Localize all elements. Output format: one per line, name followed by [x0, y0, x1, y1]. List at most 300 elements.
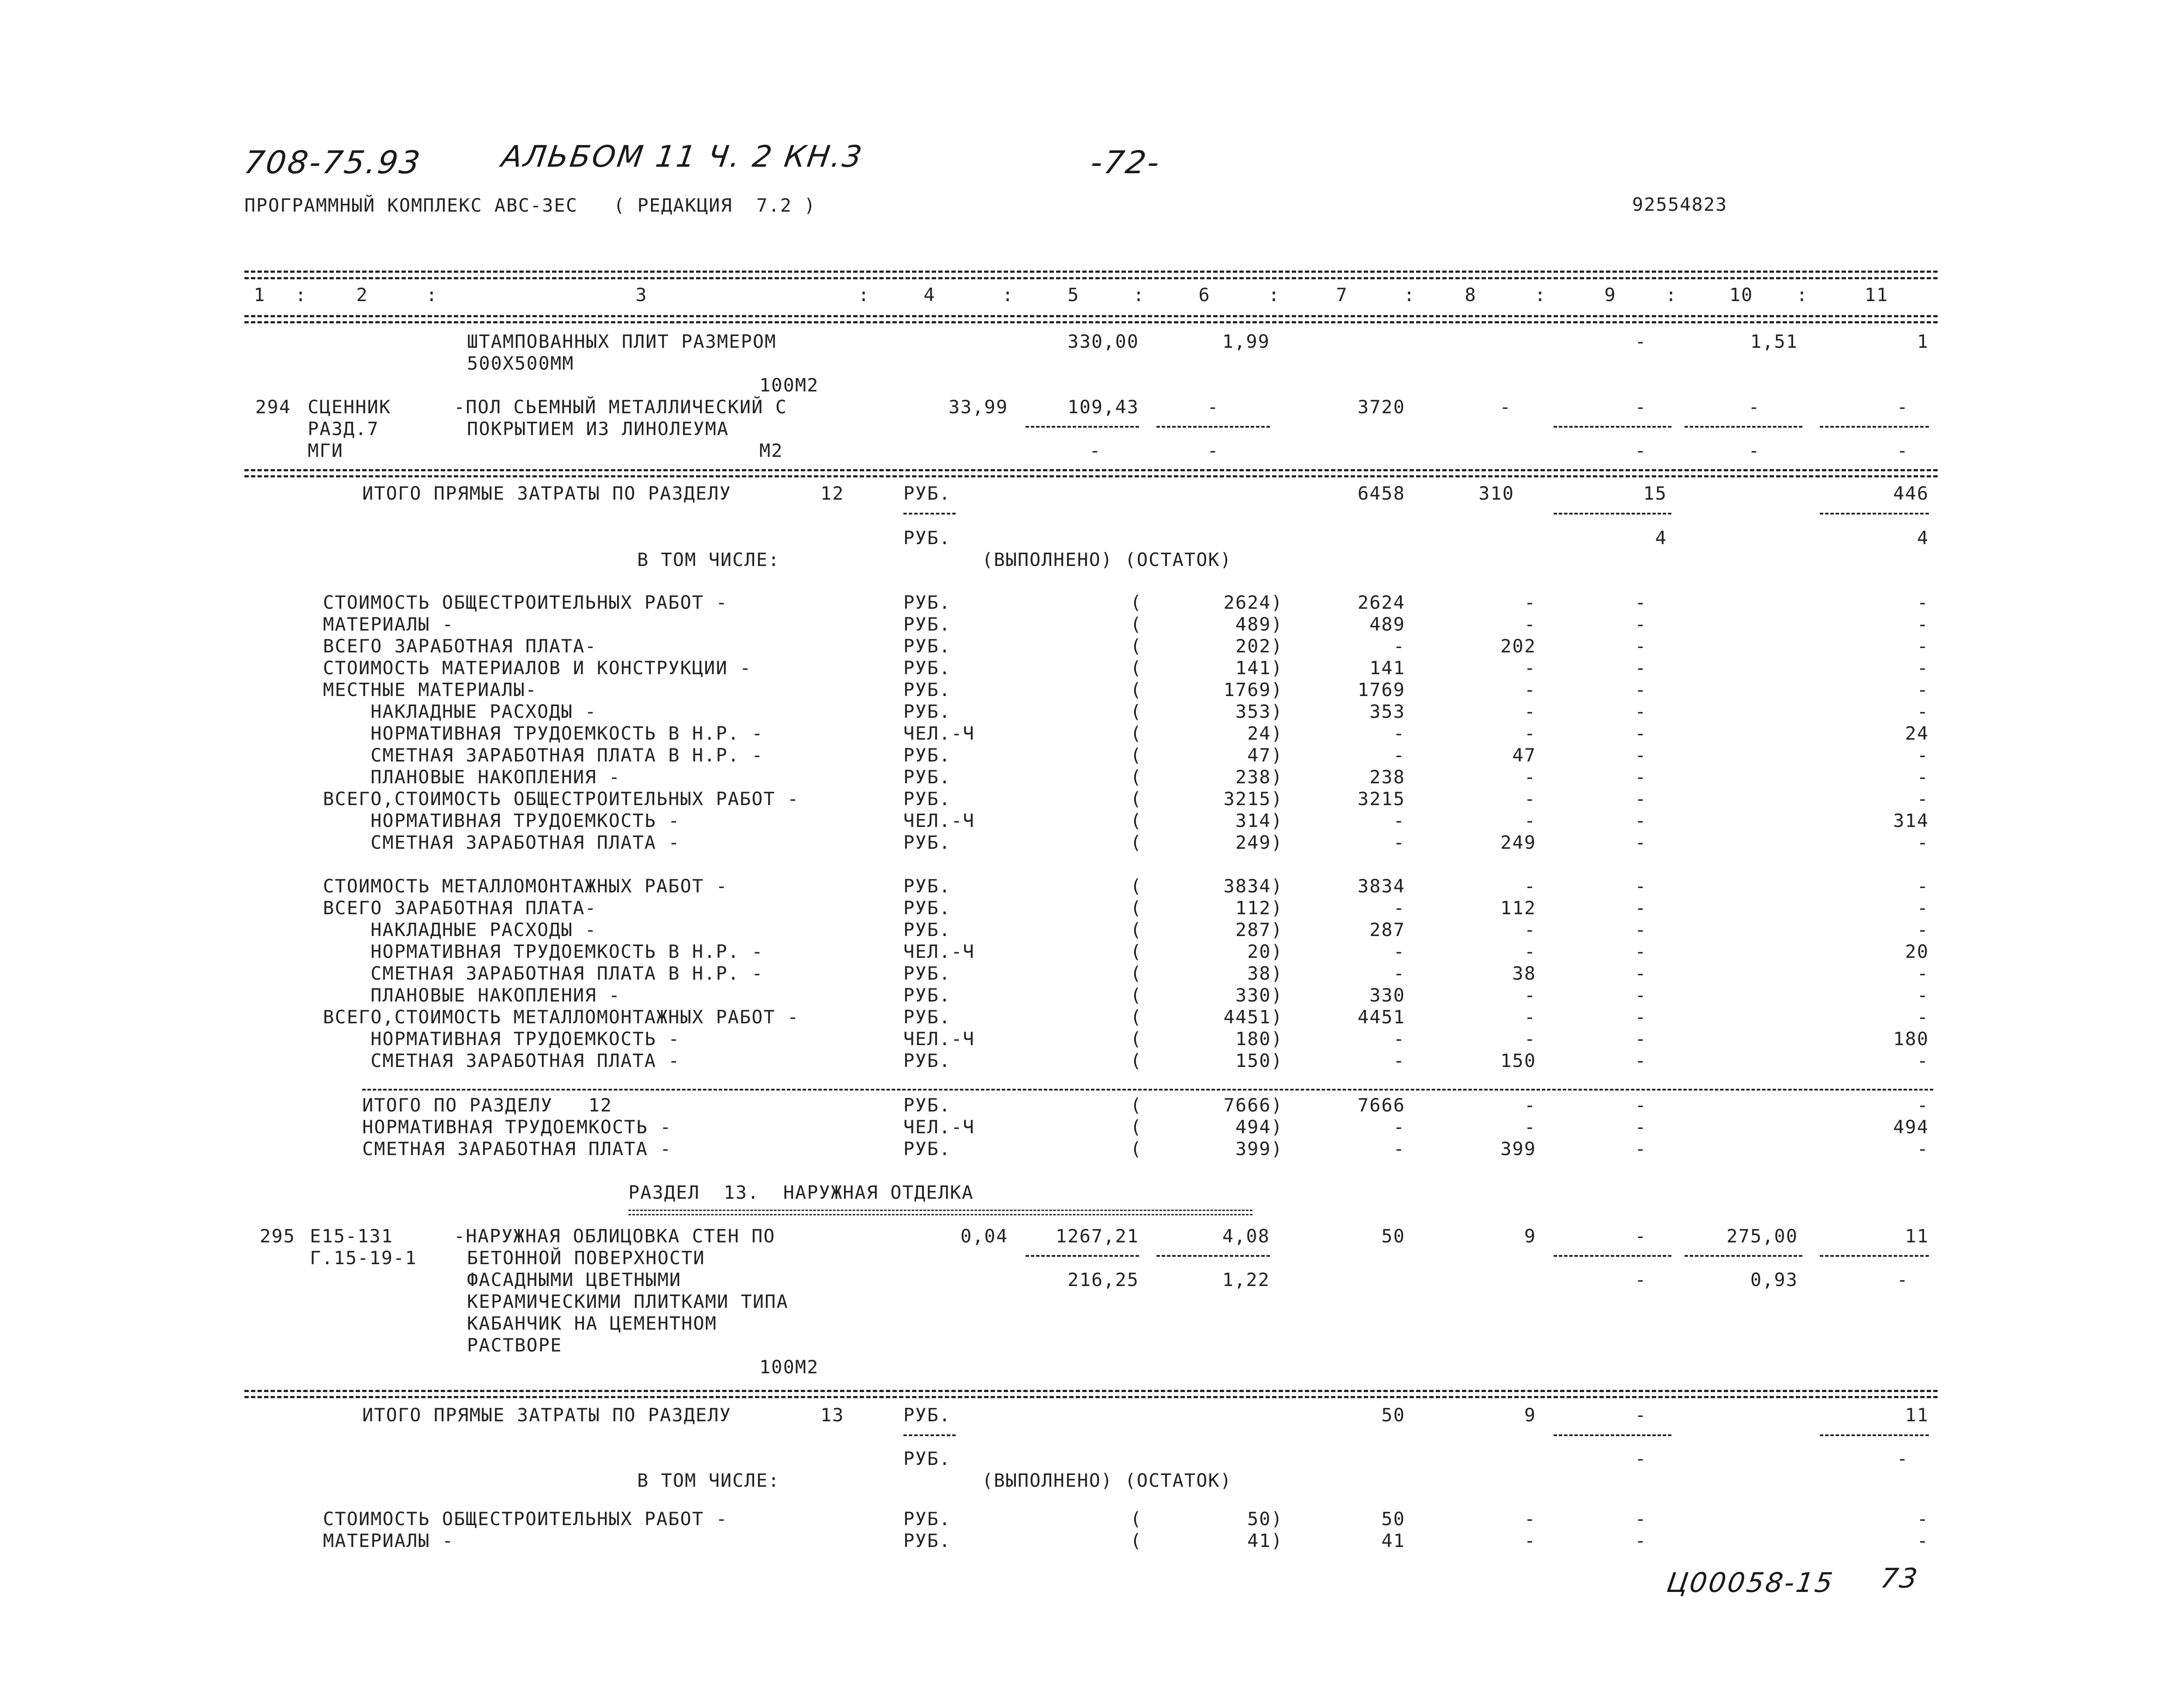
pos294-b-c11: -: [1897, 440, 1909, 461]
column-header-2: 2: [356, 284, 368, 305]
breakdown-c7: 3834: [1357, 875, 1405, 897]
pos294-b-c9: -: [1635, 440, 1647, 461]
breakdown-c8: 47: [1512, 744, 1536, 766]
breakdown-done-value: 314): [1235, 810, 1283, 831]
pos294-desc1: -ПОЛ СЬЕМНЫЙ МЕТАЛЛИЧЕСКИЙ С: [454, 396, 788, 418]
breakdown-done-value: 3834): [1223, 875, 1283, 897]
column-header-1: 1: [254, 284, 266, 305]
column-separator: :: [1403, 284, 1416, 305]
breakdown-c7: 1769: [1357, 679, 1405, 700]
breakdown-c11: -: [1917, 1508, 1929, 1530]
breakdown-label: СМЕТНАЯ ЗАРАБОТНАЯ ПЛАТА -: [362, 1138, 672, 1159]
column-separator: :: [1002, 284, 1014, 305]
s13-total-c7: 50: [1381, 1404, 1405, 1426]
breakdown-done-value: 238): [1235, 766, 1283, 788]
breakdown-c9: -: [1635, 1006, 1647, 1028]
pos294-c11: -: [1897, 396, 1909, 418]
paren-open: (: [1130, 810, 1142, 831]
doc-number: 92554823: [1632, 194, 1728, 215]
breakdown-c9: -: [1635, 941, 1647, 962]
prev-c10: 1,51: [1750, 331, 1798, 352]
breakdown-c7: 41: [1381, 1530, 1405, 1551]
paren-open: (: [1130, 657, 1142, 679]
pos294-unit: М2: [759, 440, 783, 461]
pos294-b-c6: -: [1207, 440, 1219, 461]
s12-incl-label: В ТОМ ЧИСЛЕ:: [637, 549, 780, 570]
breakdown-unit: ЧЕЛ.-Ч: [903, 1028, 975, 1049]
pos295-rule-11: [1820, 1255, 1929, 1257]
column-separator: :: [1268, 284, 1280, 305]
breakdown-c8: -: [1524, 592, 1536, 613]
breakdown-c9: -: [1635, 875, 1647, 897]
breakdown-c11: -: [1917, 984, 1929, 1006]
breakdown-unit: РУБ.: [903, 1138, 951, 1159]
pos295-c6b: 1,22: [1222, 1269, 1270, 1290]
paren-open: (: [1130, 1138, 1142, 1159]
breakdown-c7: 353: [1369, 701, 1405, 722]
pos295-rule-6: [1156, 1255, 1270, 1257]
paren-open: (: [1130, 723, 1142, 744]
breakdown-label: СМЕТНАЯ ЗАРАБОТНАЯ ПЛАТА В Н.Р. -: [323, 963, 764, 984]
breakdown-c7: -: [1393, 832, 1405, 853]
prev-c5: 330,00: [1067, 331, 1139, 352]
s13-title-underline: [628, 1210, 1252, 1211]
breakdown-c9: -: [1635, 919, 1647, 940]
breakdown-c11: -: [1917, 875, 1929, 897]
paren-open: (: [1130, 984, 1142, 1006]
breakdown-c7: 2624: [1357, 592, 1405, 613]
s12-rule-c9: [1554, 513, 1671, 514]
breakdown-c9: -: [1635, 1138, 1647, 1159]
breakdown-c8: 202: [1500, 635, 1536, 657]
paren-open: (: [1130, 1116, 1142, 1138]
s12-rule-c11: [1820, 513, 1929, 514]
pos294-sub-rule-6: [1156, 426, 1270, 428]
pos295-desc-line: РАСТВОРЕ: [467, 1334, 563, 1356]
pos294-code2: РАЗД.7: [308, 418, 379, 439]
breakdown-unit: ЧЕЛ.-Ч: [903, 810, 975, 831]
s13-total-c8: 9: [1524, 1404, 1536, 1426]
pos294-c6: -: [1207, 396, 1219, 418]
breakdown-label: ВСЕГО,СТОИМОСТЬ МЕТАЛЛОМОНТАЖНЫХ РАБОТ -: [323, 1006, 799, 1028]
breakdown-c11: -: [1917, 1138, 1929, 1159]
breakdown-unit: РУБ.: [903, 1508, 951, 1530]
handwritten-code: 708-75.93: [242, 144, 424, 181]
pos295-number: 295: [260, 1225, 295, 1247]
s13-done-rest: (ВЫПОЛНЕНО) (ОСТАТОК): [982, 1470, 1232, 1491]
pos294-c7: 3720: [1357, 396, 1405, 418]
paren-open: (: [1130, 1508, 1142, 1530]
breakdown-c8: 38: [1512, 963, 1536, 984]
pos294-sub-rule-10: [1685, 426, 1802, 428]
breakdown-c9: -: [1635, 832, 1647, 853]
pos295-desc-line: ФАСАДНЫМИ ЦВЕТНЫМИ: [467, 1269, 682, 1290]
breakdown-done-value: 50): [1247, 1508, 1283, 1530]
breakdown-c9: -: [1635, 1094, 1647, 1116]
breakdown-c9: -: [1635, 963, 1647, 984]
s13-sub-unit: РУБ.: [903, 1448, 951, 1469]
s12-sub-c11: 4: [1917, 527, 1929, 549]
pos295-unit: 100М2: [759, 1356, 819, 1378]
prev-unit: 100М2: [759, 374, 819, 396]
breakdown-done-value: 353): [1235, 701, 1283, 722]
breakdown-done-value: 249): [1235, 832, 1283, 853]
header-rule-bottom2: [244, 321, 1938, 323]
breakdown-c7: 287: [1369, 919, 1405, 940]
s12-total-unit: РУБ.: [903, 483, 951, 504]
prev-c9: -: [1635, 331, 1647, 352]
pos295-c11b: -: [1897, 1269, 1909, 1290]
breakdown-unit: РУБ.: [903, 1094, 951, 1116]
breakdown-c8: -: [1524, 1028, 1536, 1049]
column-separator: :: [1534, 284, 1547, 305]
prev-c6: 1,99: [1222, 331, 1270, 352]
s12-total-direct-label: ИТОГО ПРЯМЫЕ ЗАТРАТЫ ПО РАЗДЕЛУ: [362, 483, 731, 504]
breakdown-c8: -: [1524, 679, 1536, 700]
breakdown-c7: -: [1393, 810, 1405, 831]
prev-desc-line2: 500Х500ММ: [467, 353, 574, 374]
s12-total-c11: 446: [1893, 483, 1929, 504]
s13-section-no: 13: [820, 1404, 844, 1426]
breakdown-c11: -: [1917, 963, 1929, 984]
breakdown-c8: -: [1524, 1508, 1536, 1530]
column-header-8: 8: [1465, 284, 1477, 305]
paren-open: (: [1130, 614, 1142, 635]
program-title: ПРОГРАММНЫЙ КОМПЛЕКС АВС-3ЕС ( РЕДАКЦИЯ 7.2 ): [244, 195, 816, 216]
s13-total-unit: РУБ.: [903, 1404, 951, 1426]
breakdown-c11: -: [1917, 614, 1929, 635]
pos295-desc-line: КАБАНЧИК НА ЦЕМЕНТНОМ: [467, 1313, 717, 1334]
paren-open: (: [1130, 1094, 1142, 1116]
paren-open: (: [1130, 766, 1142, 788]
breakdown-done-value: 180): [1235, 1028, 1283, 1049]
breakdown-c7: 489: [1369, 614, 1405, 635]
prev-desc-line1: ШТАМПОВАННЫХ ПЛИТ РАЗМЕРОМ: [467, 331, 777, 352]
breakdown-done-value: 20): [1247, 941, 1283, 962]
breakdown-done-value: 494): [1235, 1116, 1283, 1138]
handwritten-stamp-number: Ц00058-15: [1664, 1567, 1836, 1598]
pos294-code3: МГИ: [308, 440, 343, 461]
pos295-c9: -: [1635, 1225, 1647, 1247]
column-separator: :: [1665, 284, 1678, 305]
s12-sub-unit: РУБ.: [903, 527, 951, 549]
pos294-number: 294: [255, 396, 291, 418]
breakdown-c9: -: [1635, 635, 1647, 657]
pos294-sub-rule-5: [1026, 426, 1139, 428]
column-separator: :: [295, 284, 307, 305]
s13-total-direct-label: ИТОГО ПРЯМЫЕ ЗАТРАТЫ ПО РАЗДЕЛУ: [362, 1404, 731, 1426]
breakdown-label: НАКЛАДНЫЕ РАСХОДЫ -: [323, 701, 597, 722]
column-header-10: 10: [1729, 284, 1753, 305]
pos295-c4: 0,04: [960, 1225, 1008, 1247]
header-rule-bottom: [244, 315, 1938, 317]
pos294-code1: СЦЕННИК: [308, 396, 391, 418]
breakdown-c9: -: [1635, 592, 1647, 613]
breakdown-c8: -: [1524, 1094, 1536, 1116]
column-separator: :: [858, 284, 870, 305]
breakdown-label: НАКЛАДНЫЕ РАСХОДЫ -: [323, 919, 597, 940]
breakdown-c11: -: [1917, 766, 1929, 788]
breakdown-label: ИТОГО ПО РАЗДЕЛУ 12: [362, 1094, 613, 1116]
breakdown-done-value: 47): [1247, 744, 1283, 766]
breakdown-unit: РУБ.: [903, 919, 951, 940]
paren-open: (: [1130, 679, 1142, 700]
breakdown-c9: -: [1635, 897, 1647, 919]
breakdown-done-value: 330): [1235, 984, 1283, 1006]
breakdown-c11: 314: [1893, 810, 1929, 831]
pos295-desc-line: БЕТОННОЙ ПОВЕРХНОСТИ: [467, 1247, 705, 1269]
s12-done-rest: (ВЫПОЛНЕНО) (ОСТАТОК): [982, 549, 1232, 570]
breakdown-c9: -: [1635, 1050, 1647, 1071]
pos295-c9b: -: [1635, 1269, 1647, 1290]
column-separator: :: [1133, 284, 1145, 305]
breakdown-unit: РУБ.: [903, 701, 951, 722]
breakdown-c8: 399: [1500, 1138, 1536, 1159]
column-header-11: 11: [1864, 284, 1889, 305]
breakdown-c8: 112: [1500, 897, 1536, 919]
breakdown-c7: -: [1393, 1050, 1405, 1071]
paren-open: (: [1130, 1050, 1142, 1071]
section12-rule: [244, 469, 1938, 471]
paren-open: (: [1130, 1530, 1142, 1551]
breakdown-label: НОРМАТИВНАЯ ТРУДОЕМКОСТЬ -: [323, 810, 680, 831]
breakdown-c11: -: [1917, 919, 1929, 940]
breakdown-c8: -: [1524, 919, 1536, 940]
s12-sub-c9: 4: [1655, 527, 1667, 549]
breakdown-c8: -: [1524, 766, 1536, 788]
breakdown-unit: РУБ.: [903, 744, 951, 766]
breakdown-c7: 50: [1381, 1508, 1405, 1530]
breakdown-c7: -: [1393, 941, 1405, 962]
breakdown-c11: -: [1917, 744, 1929, 766]
breakdown-unit: РУБ.: [903, 1530, 951, 1551]
breakdown-label: МЕСТНЫЕ МАТЕРИАЛЫ-: [323, 679, 538, 700]
s13-title: РАЗДЕЛ 13. НАРУЖНАЯ ОТДЕЛКА: [628, 1182, 974, 1203]
pos295-code1: Е15-131: [310, 1225, 394, 1247]
breakdown-label: ПЛАНОВЫЕ НАКОПЛЕНИЯ -: [323, 984, 621, 1006]
breakdown-c7: 3215: [1357, 788, 1405, 809]
breakdown-label: ВСЕГО,СТОИМОСТЬ ОБЩЕСТРОИТЕЛЬНЫХ РАБОТ -: [323, 788, 799, 809]
breakdown-c9: -: [1635, 1028, 1647, 1049]
paren-open: (: [1130, 788, 1142, 809]
breakdown-c7: -: [1393, 635, 1405, 657]
breakdown-c8: -: [1524, 984, 1536, 1006]
pos294-sub-rule-11: [1820, 426, 1929, 428]
breakdown-unit: ЧЕЛ.-Ч: [903, 723, 975, 744]
breakdown-c8: -: [1524, 941, 1536, 962]
pos294-sub-rule-9: [1554, 426, 1671, 428]
paren-open: (: [1130, 635, 1142, 657]
breakdown-c9: -: [1635, 701, 1647, 722]
breakdown-label: СМЕТНАЯ ЗАРАБОТНАЯ ПЛАТА -: [323, 1050, 680, 1071]
breakdown-c8: 150: [1500, 1050, 1536, 1071]
breakdown-label: МАТЕРИАЛЫ -: [323, 614, 454, 635]
pos295-c5: 1267,21: [1055, 1225, 1139, 1247]
breakdown-c9: -: [1635, 1530, 1647, 1551]
s13-total-c11: 11: [1905, 1404, 1929, 1426]
pos294-b-c5: -: [1089, 440, 1101, 461]
breakdown-c8: -: [1524, 875, 1536, 897]
breakdown-unit: РУБ.: [903, 1050, 951, 1071]
s13-title-underline2: [628, 1214, 1252, 1215]
breakdown-c11: -: [1917, 679, 1929, 700]
header-rule-mid: [244, 277, 1938, 279]
breakdown-c8: -: [1524, 1530, 1536, 1551]
prev-c11: 1: [1917, 331, 1929, 352]
pos294-desc2: ПОКРЫТИЕМ ИЗ ЛИНОЛЕУМА: [467, 418, 729, 439]
breakdown-label: ПЛАНОВЫЕ НАКОПЛЕНИЯ -: [323, 766, 621, 788]
breakdown-c9: -: [1635, 614, 1647, 635]
breakdown-c11: -: [1917, 1050, 1929, 1071]
breakdown-c9: -: [1635, 810, 1647, 831]
breakdown-label: МАТЕРИАЛЫ -: [323, 1530, 454, 1551]
breakdown-unit: РУБ.: [903, 635, 951, 657]
pos294-c10: -: [1748, 396, 1760, 418]
breakdown-done-value: 399): [1235, 1138, 1283, 1159]
paren-open: (: [1130, 744, 1142, 766]
paren-open: (: [1130, 941, 1142, 962]
s12-totals-rule: [362, 1089, 1933, 1091]
paren-open: (: [1130, 1006, 1142, 1028]
breakdown-done-value: 141): [1235, 657, 1283, 679]
breakdown-c11: -: [1917, 1006, 1929, 1028]
breakdown-unit: РУБ.: [903, 963, 951, 984]
s12-total-c7: 6458: [1357, 483, 1405, 504]
section13-rule2: [244, 1396, 1938, 1398]
breakdown-label: СТОИМОСТЬ ОБЩЕСТРОИТЕЛЬНЫХ РАБОТ -: [323, 592, 728, 613]
paren-open: (: [1130, 592, 1142, 613]
breakdown-c9: -: [1635, 788, 1647, 809]
breakdown-label: СМЕТНАЯ ЗАРАБОТНАЯ ПЛАТА В Н.Р. -: [323, 744, 764, 766]
breakdown-label: НОРМАТИВНАЯ ТРУДОЕМКОСТЬ -: [362, 1116, 672, 1138]
pos295-rule-9: [1554, 1255, 1671, 1257]
breakdown-c7: -: [1393, 1116, 1405, 1138]
breakdown-unit: РУБ.: [903, 897, 951, 919]
breakdown-c9: -: [1635, 1508, 1647, 1530]
breakdown-c7: -: [1393, 723, 1405, 744]
breakdown-c9: -: [1635, 723, 1647, 744]
pos295-desc-line: -НАРУЖНАЯ ОБЛИЦОВКА СТЕН ПО: [454, 1225, 775, 1247]
breakdown-c7: 4451: [1357, 1006, 1405, 1028]
breakdown-c11: -: [1917, 701, 1929, 722]
breakdown-unit: РУБ.: [903, 657, 951, 679]
pos294-c4: 33,99: [948, 396, 1008, 418]
breakdown-c8: -: [1524, 723, 1536, 744]
breakdown-done-value: 150): [1235, 1050, 1283, 1071]
breakdown-label: ВСЕГО ЗАРАБОТНАЯ ПЛАТА-: [323, 897, 597, 919]
breakdown-c11: 24: [1905, 723, 1929, 744]
s13-incl-label: В ТОМ ЧИСЛЕ:: [637, 1470, 780, 1491]
paren-open: (: [1130, 875, 1142, 897]
handwritten-album: АЛЬБОМ 11 Ч. 2 КН.3: [499, 140, 866, 174]
column-header-5: 5: [1067, 284, 1080, 305]
column-separator: :: [426, 284, 438, 305]
breakdown-c11: -: [1917, 788, 1929, 809]
pos294-b-c10: -: [1748, 440, 1760, 461]
breakdown-label: НОРМАТИВНАЯ ТРУДОЕМКОСТЬ -: [323, 1028, 680, 1049]
breakdown-done-value: 7666): [1223, 1094, 1283, 1116]
breakdown-c11: -: [1917, 635, 1929, 657]
s12-total-c9: 15: [1643, 483, 1667, 504]
breakdown-c7: -: [1393, 744, 1405, 766]
breakdown-c11: -: [1917, 1530, 1929, 1551]
pos295-c10b: 0,93: [1750, 1269, 1798, 1290]
breakdown-c8: -: [1524, 788, 1536, 809]
breakdown-label: ВСЕГО ЗАРАБОТНАЯ ПЛАТА-: [323, 635, 597, 657]
pos295-code2: Г.15-19-1: [310, 1247, 417, 1269]
breakdown-c11: 20: [1905, 941, 1929, 962]
section12-rule2: [244, 475, 1938, 477]
breakdown-c7: -: [1393, 1138, 1405, 1159]
breakdown-c8: -: [1524, 810, 1536, 831]
breakdown-c11: 494: [1893, 1116, 1929, 1138]
paren-open: (: [1130, 701, 1142, 722]
breakdown-unit: РУБ.: [903, 592, 951, 613]
breakdown-done-value: 112): [1235, 897, 1283, 919]
breakdown-c7: 7666: [1357, 1094, 1405, 1116]
pos295-c8: 9: [1524, 1225, 1536, 1247]
breakdown-c9: -: [1635, 744, 1647, 766]
pos294-c8: -: [1499, 396, 1512, 418]
breakdown-done-value: 3215): [1223, 788, 1283, 809]
breakdown-c8: -: [1524, 657, 1536, 679]
breakdown-c7: -: [1393, 897, 1405, 919]
breakdown-c7: 330: [1369, 984, 1405, 1006]
breakdown-c8: -: [1524, 1116, 1536, 1138]
breakdown-c8: -: [1524, 701, 1536, 722]
pos295-c10: 275,00: [1726, 1225, 1798, 1247]
pos295-c11: 11: [1905, 1225, 1929, 1247]
paren-open: (: [1130, 897, 1142, 919]
breakdown-done-value: 1769): [1223, 679, 1283, 700]
breakdown-c8: -: [1524, 614, 1536, 635]
s13-rule-c11: [1820, 1434, 1929, 1436]
breakdown-unit: РУБ.: [903, 679, 951, 700]
column-header-7: 7: [1336, 284, 1348, 305]
breakdown-done-value: 202): [1235, 635, 1283, 657]
breakdown-done-value: 2624): [1223, 592, 1283, 613]
breakdown-done-value: 41): [1247, 1530, 1283, 1551]
breakdown-done-value: 287): [1235, 919, 1283, 940]
breakdown-unit: РУБ.: [903, 875, 951, 897]
breakdown-c9: -: [1635, 766, 1647, 788]
breakdown-c7: 141: [1369, 657, 1405, 679]
breakdown-unit: ЧЕЛ.-Ч: [903, 941, 975, 962]
breakdown-c11: -: [1917, 1094, 1929, 1116]
s13-total-c9: -: [1635, 1404, 1647, 1426]
paren-open: (: [1130, 919, 1142, 940]
breakdown-label: СТОИМОСТЬ МЕТАЛЛОМОНТАЖНЫХ РАБОТ -: [323, 875, 728, 897]
column-header-6: 6: [1198, 284, 1211, 305]
breakdown-c7: -: [1393, 963, 1405, 984]
pos295-rule-5: [1026, 1255, 1139, 1257]
paren-open: (: [1130, 1028, 1142, 1049]
breakdown-label: НОРМАТИВНАЯ ТРУДОЕМКОСТЬ В Н.Р. -: [323, 941, 764, 962]
column-separator: :: [1796, 284, 1808, 305]
breakdown-c8: 249: [1500, 832, 1536, 853]
pos295-c7: 50: [1381, 1225, 1405, 1247]
breakdown-c11: -: [1917, 592, 1929, 613]
paren-open: (: [1130, 963, 1142, 984]
breakdown-c9: -: [1635, 657, 1647, 679]
column-header-3: 3: [635, 284, 648, 305]
breakdown-unit: РУБ.: [903, 766, 951, 788]
column-header-4: 4: [923, 284, 936, 305]
pos295-c5b: 216,25: [1067, 1269, 1139, 1290]
s12-total-c8: 310: [1479, 483, 1514, 504]
breakdown-c11: -: [1917, 832, 1929, 853]
pos295-desc-line: КЕРАМИЧЕСКИМИ ПЛИТКАМИ ТИПА: [467, 1291, 789, 1312]
